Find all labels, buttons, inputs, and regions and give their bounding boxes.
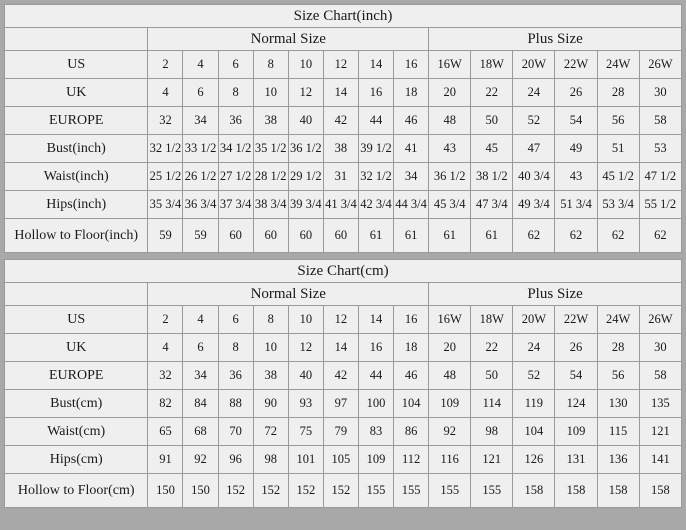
cell: 42 [323, 107, 358, 135]
cell: 14 [358, 306, 393, 334]
cell: 18 [394, 79, 429, 107]
cell: 4 [148, 79, 183, 107]
cell: 158 [597, 474, 639, 508]
title-row [5, 5, 682, 28]
cell: 6 [183, 79, 218, 107]
cell: 51 3/4 [555, 191, 597, 219]
cell: 24 [513, 334, 555, 362]
table-row [5, 135, 682, 163]
cell: 104 [394, 390, 429, 418]
cell: 104 [513, 418, 555, 446]
cell: 158 [639, 474, 681, 508]
title-row [5, 260, 682, 283]
cell: 83 [358, 418, 393, 446]
cell: 32 1/2 [358, 163, 393, 191]
cell: 27 1/2 [218, 163, 253, 191]
cell: 62 [597, 219, 639, 253]
cell: 65 [148, 418, 183, 446]
table-row [5, 474, 682, 508]
cell: 54 [555, 107, 597, 135]
cell: 42 [323, 362, 358, 390]
cell: 61 [429, 219, 471, 253]
cell: 119 [513, 390, 555, 418]
cell: 24 [513, 79, 555, 107]
cell: 43 [429, 135, 471, 163]
cell: 152 [288, 474, 323, 508]
cell: 32 [148, 107, 183, 135]
table-row [5, 51, 682, 79]
cell: 10 [288, 306, 323, 334]
cell: 14 [323, 79, 358, 107]
cell: 41 3/4 [323, 191, 358, 219]
cell: 18 [394, 334, 429, 362]
row-label: UK [5, 334, 148, 362]
cell: 16 [358, 334, 393, 362]
cell: 60 [288, 219, 323, 253]
cell: 38 [323, 135, 358, 163]
cell: 61 [358, 219, 393, 253]
table-row [5, 163, 682, 191]
cell: 141 [639, 446, 681, 474]
cell: 100 [358, 390, 393, 418]
table-row [5, 446, 682, 474]
cell: 2 [148, 51, 183, 79]
cell: 54 [555, 362, 597, 390]
row-label: US [5, 306, 148, 334]
cell: 12 [288, 79, 323, 107]
cell: 136 [597, 446, 639, 474]
cell: 61 [471, 219, 513, 253]
cell: 16 [394, 51, 429, 79]
cell: 115 [597, 418, 639, 446]
cell: 82 [148, 390, 183, 418]
cell: 34 [394, 163, 429, 191]
cell: 33 1/2 [183, 135, 218, 163]
cell: 158 [555, 474, 597, 508]
cell: 36 1/2 [288, 135, 323, 163]
cell: 59 [183, 219, 218, 253]
cell: 86 [394, 418, 429, 446]
cell: 24W [597, 306, 639, 334]
cell: 114 [471, 390, 513, 418]
cell: 44 [358, 107, 393, 135]
cell: 90 [253, 390, 288, 418]
group-header-plus: Plus Size [429, 283, 682, 306]
cell: 18W [471, 306, 513, 334]
cell: 16 [394, 306, 429, 334]
cell: 22 [471, 79, 513, 107]
cell: 60 [218, 219, 253, 253]
cell: 37 3/4 [218, 191, 253, 219]
cell: 12 [323, 51, 358, 79]
cell: 155 [394, 474, 429, 508]
cell: 38 1/2 [471, 163, 513, 191]
cell: 60 [253, 219, 288, 253]
cell: 150 [183, 474, 218, 508]
cell: 45 [471, 135, 513, 163]
cell: 60 [323, 219, 358, 253]
cell: 112 [394, 446, 429, 474]
cell: 35 1/2 [253, 135, 288, 163]
table-row [5, 418, 682, 446]
cell: 14 [358, 51, 393, 79]
cell: 34 [183, 107, 218, 135]
cell: 20W [513, 306, 555, 334]
cell: 26W [639, 51, 681, 79]
cell: 34 1/2 [218, 135, 253, 163]
cell: 10 [253, 334, 288, 362]
cell: 8 [218, 334, 253, 362]
cell: 26W [639, 306, 681, 334]
cell: 30 [639, 79, 681, 107]
cell: 28 1/2 [253, 163, 288, 191]
cell: 47 3/4 [471, 191, 513, 219]
cell: 109 [555, 418, 597, 446]
cell: 40 [288, 362, 323, 390]
row-label: EUROPE [5, 107, 148, 135]
cell: 109 [358, 446, 393, 474]
cell: 48 [429, 362, 471, 390]
cell: 79 [323, 418, 358, 446]
cell: 116 [429, 446, 471, 474]
cell: 8 [218, 79, 253, 107]
cell: 39 3/4 [288, 191, 323, 219]
row-label: Waist(inch) [5, 163, 148, 191]
cell: 70 [218, 418, 253, 446]
cell: 10 [288, 51, 323, 79]
cell: 41 [394, 135, 429, 163]
cell: 10 [253, 79, 288, 107]
cell: 22 [471, 334, 513, 362]
cell: 16 [358, 79, 393, 107]
cell: 6 [218, 51, 253, 79]
cell: 49 [555, 135, 597, 163]
cell: 20W [513, 51, 555, 79]
table-row [5, 390, 682, 418]
cell: 155 [358, 474, 393, 508]
cell: 62 [513, 219, 555, 253]
cell: 158 [513, 474, 555, 508]
cell: 40 [288, 107, 323, 135]
table-row [5, 79, 682, 107]
cell: 38 [253, 362, 288, 390]
cell: 49 3/4 [513, 191, 555, 219]
cell: 31 [323, 163, 358, 191]
cell: 55 1/2 [639, 191, 681, 219]
corner-cell [5, 28, 148, 51]
cell: 32 [148, 362, 183, 390]
table-row [5, 306, 682, 334]
cell: 29 1/2 [288, 163, 323, 191]
cell: 150 [148, 474, 183, 508]
cell: 36 [218, 107, 253, 135]
cell: 155 [429, 474, 471, 508]
cell: 26 [555, 79, 597, 107]
table-row [5, 107, 682, 135]
cell: 18W [471, 51, 513, 79]
cell: 88 [218, 390, 253, 418]
cell: 68 [183, 418, 218, 446]
cell: 12 [323, 306, 358, 334]
row-label: Bust(inch) [5, 135, 148, 163]
cell: 12 [288, 334, 323, 362]
cell: 121 [639, 418, 681, 446]
cell: 36 1/2 [429, 163, 471, 191]
row-label: Waist(cm) [5, 418, 148, 446]
cell: 16W [429, 306, 471, 334]
cell: 96 [218, 446, 253, 474]
table-row [5, 219, 682, 253]
group-header-normal: Normal Size [148, 28, 429, 51]
cell: 62 [555, 219, 597, 253]
cell: 75 [288, 418, 323, 446]
cell: 152 [323, 474, 358, 508]
size-chart-cm [4, 259, 682, 508]
cell: 8 [253, 51, 288, 79]
cell: 131 [555, 446, 597, 474]
size-chart-inch [4, 4, 682, 253]
cell: 24W [597, 51, 639, 79]
cell: 38 3/4 [253, 191, 288, 219]
corner-cell [5, 283, 148, 306]
row-label: UK [5, 79, 148, 107]
cell: 25 1/2 [148, 163, 183, 191]
table-row [5, 191, 682, 219]
cell: 26 [555, 334, 597, 362]
cell: 28 [597, 79, 639, 107]
cell: 36 3/4 [183, 191, 218, 219]
cell: 101 [288, 446, 323, 474]
cell: 72 [253, 418, 288, 446]
cell: 105 [323, 446, 358, 474]
cell: 50 [471, 362, 513, 390]
cell: 47 1/2 [639, 163, 681, 191]
cell: 124 [555, 390, 597, 418]
cell: 53 [639, 135, 681, 163]
cell: 51 [597, 135, 639, 163]
cell: 58 [639, 107, 681, 135]
cell: 109 [429, 390, 471, 418]
cell: 126 [513, 446, 555, 474]
cell: 42 3/4 [358, 191, 393, 219]
cell: 47 [513, 135, 555, 163]
cell: 26 1/2 [183, 163, 218, 191]
cell: 39 1/2 [358, 135, 393, 163]
cell: 8 [253, 306, 288, 334]
cell: 97 [323, 390, 358, 418]
cell: 28 [597, 334, 639, 362]
row-label: Hips(inch) [5, 191, 148, 219]
cell: 35 3/4 [148, 191, 183, 219]
cell: 36 [218, 362, 253, 390]
cell: 22W [555, 51, 597, 79]
cell: 155 [471, 474, 513, 508]
cell: 32 1/2 [148, 135, 183, 163]
row-label: Bust(cm) [5, 390, 148, 418]
cell: 56 [597, 107, 639, 135]
cell: 38 [253, 107, 288, 135]
table-title: Size Chart(cm) [5, 260, 682, 283]
cell: 20 [429, 79, 471, 107]
cell: 91 [148, 446, 183, 474]
table-row [5, 362, 682, 390]
cell: 135 [639, 390, 681, 418]
row-label: Hollow to Floor(cm) [5, 474, 148, 508]
cell: 130 [597, 390, 639, 418]
cell: 59 [148, 219, 183, 253]
cell: 152 [218, 474, 253, 508]
cell: 4 [148, 334, 183, 362]
cell: 56 [597, 362, 639, 390]
row-label: Hips(cm) [5, 446, 148, 474]
cell: 48 [429, 107, 471, 135]
cell: 45 1/2 [597, 163, 639, 191]
cell: 98 [471, 418, 513, 446]
cell: 52 [513, 107, 555, 135]
group-header-plus: Plus Size [429, 28, 682, 51]
cell: 93 [288, 390, 323, 418]
cell: 40 3/4 [513, 163, 555, 191]
cell: 62 [639, 219, 681, 253]
group-header-row [5, 28, 682, 51]
cell: 45 3/4 [429, 191, 471, 219]
row-label: EUROPE [5, 362, 148, 390]
cell: 46 [394, 362, 429, 390]
cell: 6 [183, 334, 218, 362]
cell: 6 [218, 306, 253, 334]
cell: 22W [555, 306, 597, 334]
cell: 52 [513, 362, 555, 390]
table-row [5, 334, 682, 362]
cell: 92 [183, 446, 218, 474]
cell: 43 [555, 163, 597, 191]
group-header-normal: Normal Size [148, 283, 429, 306]
cell: 14 [323, 334, 358, 362]
row-label: US [5, 51, 148, 79]
cell: 98 [253, 446, 288, 474]
cell: 34 [183, 362, 218, 390]
group-header-row [5, 283, 682, 306]
cell: 16W [429, 51, 471, 79]
row-label: Hollow to Floor(inch) [5, 219, 148, 253]
cell: 121 [471, 446, 513, 474]
cell: 84 [183, 390, 218, 418]
cell: 4 [183, 51, 218, 79]
cell: 2 [148, 306, 183, 334]
cell: 61 [394, 219, 429, 253]
cell: 152 [253, 474, 288, 508]
cell: 4 [183, 306, 218, 334]
cell: 20 [429, 334, 471, 362]
cell: 46 [394, 107, 429, 135]
cell: 30 [639, 334, 681, 362]
table-title: Size Chart(inch) [5, 5, 682, 28]
cell: 58 [639, 362, 681, 390]
cell: 53 3/4 [597, 191, 639, 219]
cell: 92 [429, 418, 471, 446]
cell: 44 [358, 362, 393, 390]
cell: 50 [471, 107, 513, 135]
cell: 44 3/4 [394, 191, 429, 219]
